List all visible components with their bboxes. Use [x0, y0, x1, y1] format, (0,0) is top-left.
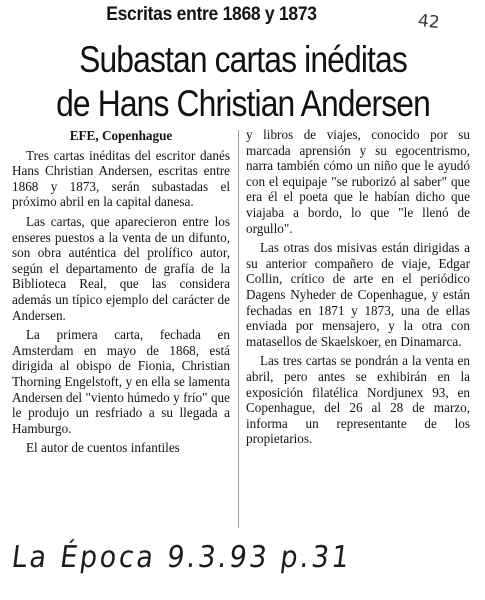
- paragraph: El autor de cuentos infantiles: [26, 440, 180, 456]
- headline-line-1: Subastan cartas inéditas: [79, 39, 407, 80]
- paragraph: Las cartas, que aparecieron entre los enseres puestos a la venta de un difunto, son obra auténtica del prolífico autor, según el departamento de grafía de la Biblioteca Real, que las considera además un típico ejemplo del carácter de Andersen.: [12, 213, 230, 323]
- paragraph: Las tres cartas se pondrán a la venta en abril, pero antes se exhibirán en la exposición filatélica Nordjunex 93, en Copenhague, del 26 al 28 de marzo, informa un representante de los propietarios.: [246, 353, 470, 447]
- article-column-right: [246, 127, 470, 451]
- dateline-city: Copenhague: [101, 128, 173, 143]
- handwritten-source-note: La Época 9.3.93 p.31: [9, 540, 354, 575]
- article-kicker: Escritas entre 1868 y 1873: [106, 4, 317, 25]
- dateline-agency: EFE,: [69, 128, 99, 143]
- handwritten-page-number: 42: [417, 10, 441, 34]
- paragraph: y libros de viajes, conocido por su marcada aprensión y su egocentrismo, narra también cómo un niño que le ayudó con el equipaje "se ruborizó al saber" que era él el poeta que le habían dicho que viajaba a bordo, lo que "le llenó de orgullo".: [246, 127, 470, 236]
- article-column-left: [12, 128, 230, 460]
- paragraph: La primera carta, fechada en Amsterdam en mayo de 1868, está dirigida al obispo de Fionia, Christian Thorning Engelstoft, y en ella se lamenta Andersen del "viento húmedo y frío" que le produjo un resfriado a su llegada a Hamburgo.: [12, 327, 230, 436]
- headline-line-2: de Hans Christian Andersen: [56, 83, 430, 124]
- article-headline: [8, 38, 478, 126]
- column-divider: [238, 130, 239, 528]
- dateline: [12, 128, 230, 144]
- paragraph: Tres cartas inéditas del escritor danés Hans Christian Andersen, escritas entre 1868 y 1873, serán subastadas el próximo abril en la capital danesa.: [12, 147, 230, 210]
- paragraph: Las otras dos misivas están dirigidas a su anterior compañero de viaje, Edgar Collin, crítico de arte en el periódico Dagens Nyheder de Copenhague, y están fechadas en 1871 y 1873, una de ellas enviada por mensajero, y la otra con matasellos de Skaelskoer, en Dinamarca.: [246, 240, 470, 349]
